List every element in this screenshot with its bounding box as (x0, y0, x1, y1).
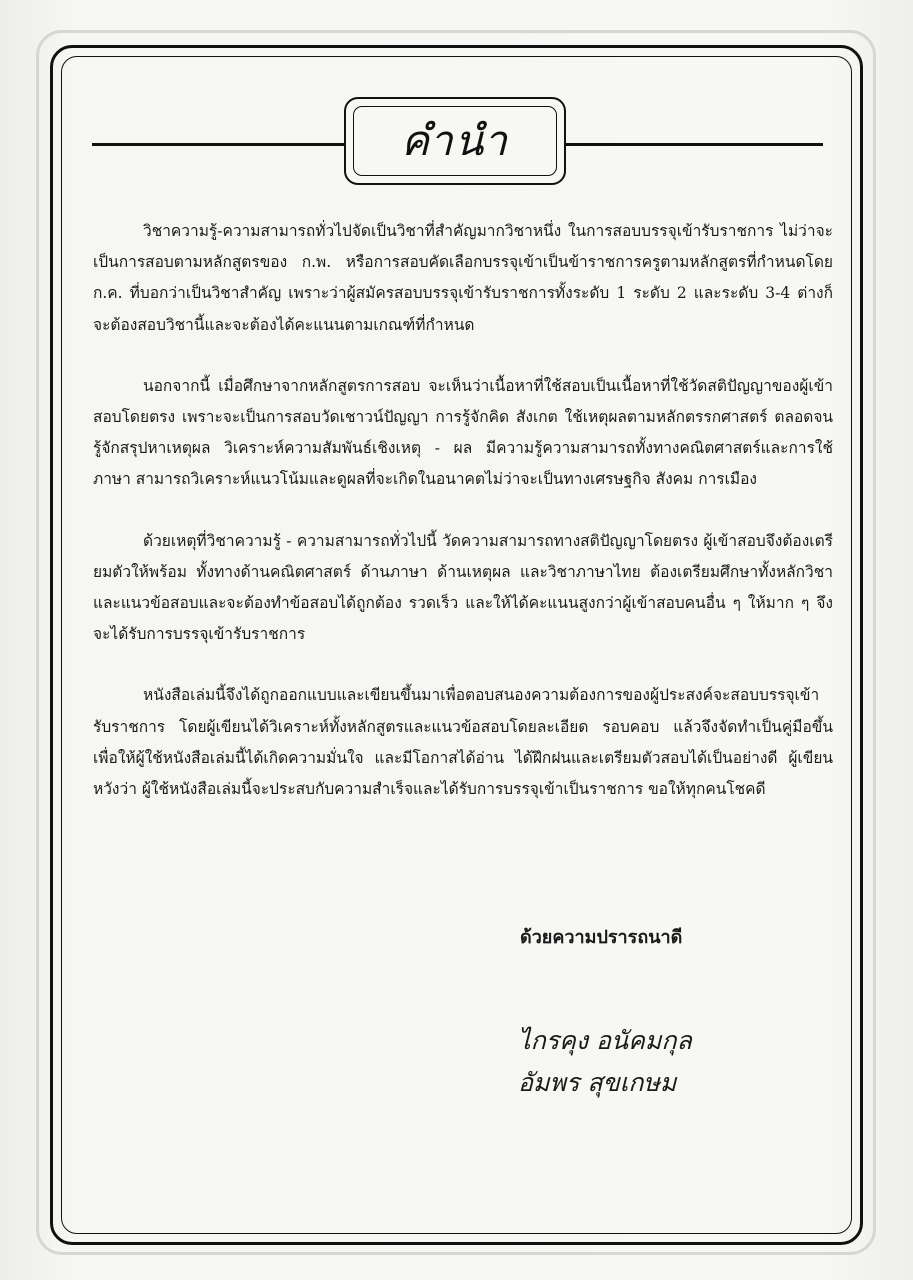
title-box-inner (353, 106, 557, 176)
signature-author-1: ไกรคุง อนัคมกุล (518, 1026, 692, 1055)
paragraph-3: ด้วยเหตุที่วิชาความรู้ - ความสามารถทั่วไปนี้ วัดความสามารถทางสติปัญญาโดยตรง ผู้เข้าสอบจึงต้องเตรียมตัวให้พร้อม ทั้งทางด้านคณิตศาสตร์ ด้านภาษา ด้านเหตุผล และวิชาภาษาไทย ต้องเตรียมศึกษาทั้งหลักวิชาและแนวข้อสอบและจะต้องทำข้อสอบได้ถูกต้อง รวดเร็ว และให้ได้คะแนนสูงกว่าผู้เข้าสอบคนอื่น ๆ ให้มาก ๆ จึงจะได้รับการบรรจุเข้ารับราชการ (93, 531, 833, 644)
signature-author-2: อัมพร สุขเกษม (518, 1068, 677, 1097)
signature-block (518, 1020, 692, 1104)
body-text (93, 216, 833, 835)
paragraph-4: หนังสือเล่มนี้จึงได้ถูกออกแบบและเขียนขึ้นมาเพื่อตอบสนองความต้องการของผู้ประสงค์จะสอบบรรจุเข้ารับราชการ โดยผู้เขียนได้วิเคราะห์ทั้งหลักสูตรและแนวข้อสอบโดยละเอียด รอบคอบ แล้วจึงจัดทำเป็นคู่มือขึ้น เพื่อให้ผู้ใช้หนังสือเล่มนี้ได้เกิดความมั่นใจ และมีโอกาสได้อ่าน ได้ฝึกฝนและเตรียมตัวสอบได้เป็นอย่างดี ผู้เขียนหวังว่า ผู้ใช้หนังสือเล่มนี้จะประสบกับความสำเร็จและได้รับการบรรจุเข้าเป็นราชการ ขอให้ทุกคนโชคดี (93, 686, 833, 799)
title-box (344, 97, 566, 185)
title-rule-right (566, 143, 823, 146)
paragraph-1: วิชาความรู้-ความสามารถทั่วไปจัดเป็นวิชาที่สำคัญมากวิชาหนึ่ง ในการสอบบรรจุเข้ารับราชการ ไม่ว่าจะเป็นการสอบตามหลักสูตรของ ก.พ. หรือการสอบคัดเลือกบรรจุเข้าเป็นข้าราชการครูตามหลักสูตรที่กำหนดโดย ก.ค. ที่บอกว่าเป็นวิชาสำคัญ เพราะว่าผู้สมัครสอบบรรจุเข้ารับราชการทั้งระดับ 1 ระดับ 2 และระดับ 3-4 ต่างก็จะต้องสอบวิชานี้และจะต้องได้คะแนนตามเกณฑ์ที่กำหนด (93, 222, 833, 334)
paragraph-2: นอกจากนี้ เมื่อศึกษาจากหลักสูตรการสอบ จะเห็นว่าเนื้อหาที่ใช้สอบเป็นเนื้อหาที่ใช้วัดสติปัญญาของผู้เข้าสอบโดยตรง เพราะจะเป็นการสอบวัดเชาวน์ปัญญา การรู้จักคิด สังเกต ใช้เหตุผลตามหลักตรรกศาสตร์ ตลอดจนรู้จักสรุปหาเหตุผล วิเคราะห์ความสัมพันธ์เชิงเหตุ - ผล มีความรู้ความสามารถทั้งทางคณิตศาสตร์และการใช้ภาษา สามารถวิเคราะห์แนวโน้มและดูผลที่จะเกิดในอนาคตไม่ว่าจะเป็นทางเศรษฐกิจ สังคม การเมือง (93, 376, 833, 489)
page-title: คำนำ (401, 116, 509, 165)
closing-line: ด้วยความปรารถนาดี (520, 927, 683, 948)
title-rule-left (92, 143, 344, 146)
